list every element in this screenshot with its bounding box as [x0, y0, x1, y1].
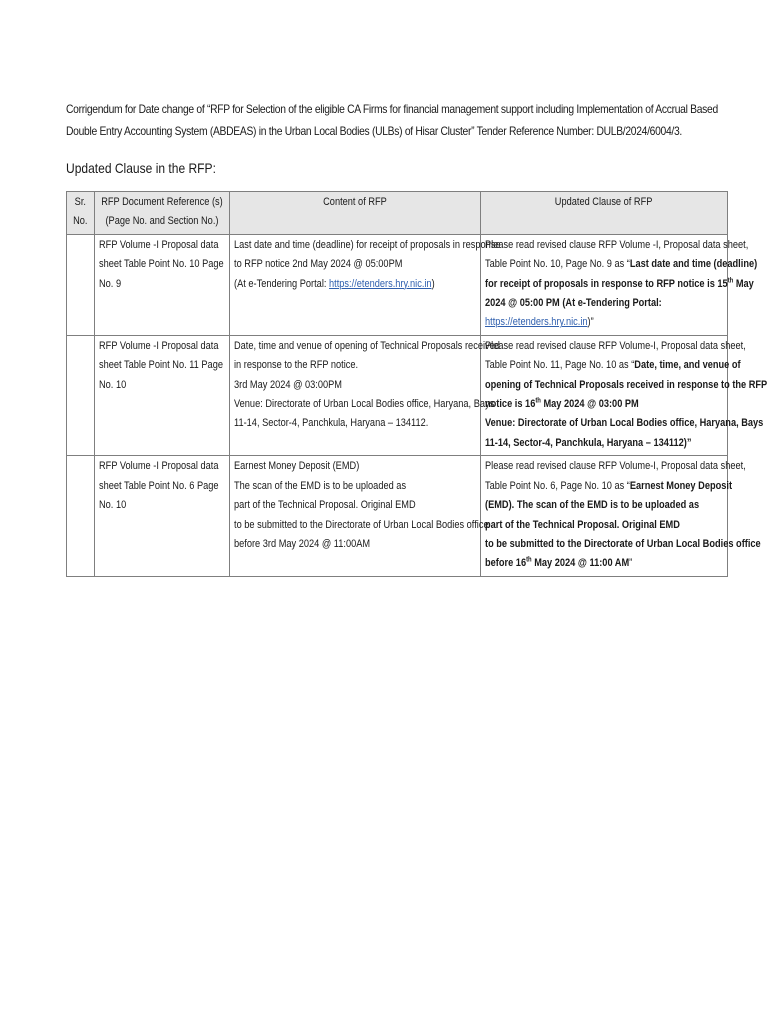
- ordinal-suffix: th: [526, 556, 532, 564]
- content-line: before 3rd May 2024 @ 11:00AM: [234, 537, 371, 550]
- updated-line: [485, 554, 723, 573]
- table-row: [67, 335, 728, 455]
- updated-line: [485, 255, 758, 274]
- updated-line: [485, 313, 723, 332]
- ref-line: sheet Table Point No. 11 Page: [99, 359, 223, 372]
- sr-no-cell: [67, 456, 95, 576]
- table-row: [67, 234, 728, 335]
- content-line: 3rd May 2024 @ 03:00PM: [234, 378, 343, 391]
- updated-clause-cell: [481, 456, 761, 576]
- header-document-reference: [95, 192, 230, 235]
- ref-line: sheet Table Point No. 10 Page: [99, 258, 224, 271]
- updated-line: 2024 @ 05:00 PM (At e-Tendering Portal:: [485, 297, 662, 310]
- document-reference-cell: [95, 234, 230, 335]
- header-updated-clause: [481, 192, 728, 235]
- updated-clause-subheading: Updated Clause in the RFP:: [66, 160, 216, 176]
- heading-line-1: Corrigendum for Date change of “RFP for Selection of the eligible CA Firms for financial management support including Implementation of Accrual Based: [66, 102, 718, 116]
- updated-bold-text: before 16: [485, 557, 527, 570]
- updated-clause-cell: [481, 234, 758, 335]
- ref-line: sheet Table Point No. 6 Page: [99, 479, 219, 492]
- content-cell: [230, 335, 500, 455]
- updated-line: Venue: Directorate of Urban Local Bodies office, Haryana, Bays: [485, 417, 764, 430]
- document-reference-cell: [95, 335, 230, 455]
- header-content-label: Content of RFP: [323, 196, 387, 208]
- content-line: Date, time and venue of opening of Technical Proposals received: [234, 339, 500, 352]
- ref-line: RFP Volume -I Proposal data: [99, 339, 219, 352]
- updated-line: 11-14, Sector-4, Panchkula, Haryana – 134112)”: [485, 436, 692, 449]
- ref-line: No. 9: [99, 277, 122, 290]
- etenders-link[interactable]: https://etenders.hry.nic.in: [329, 277, 432, 290]
- content-line: part of the Technical Proposal. Original EMD: [234, 499, 416, 512]
- updated-line: part of the Technical Proposal. Original EMD: [485, 518, 680, 531]
- header-content-of-rfp: [230, 192, 481, 235]
- portal-suffix: ): [431, 277, 435, 290]
- rfp-clause-table: [66, 191, 768, 577]
- ref-line: RFP Volume -I Proposal data: [99, 238, 219, 251]
- table-row: [67, 456, 728, 576]
- content-line: The scan of the EMD is to be uploaded as: [234, 479, 407, 492]
- updated-line: Please read revised clause RFP Volume -I, Proposal data sheet,: [485, 238, 749, 251]
- updated-clause-cell: [481, 335, 768, 455]
- updated-line: [485, 395, 723, 414]
- etenders-link[interactable]: https://etenders.hry.nic.in: [485, 316, 588, 329]
- content-line: Last date and time (deadline) for receipt of proposals in response: [234, 238, 501, 251]
- ordinal-suffix: th: [727, 276, 734, 284]
- updated-line: Please read revised clause RFP Volume-I, Proposal data sheet,: [485, 339, 746, 352]
- header-sr-line-2: No.: [73, 215, 88, 228]
- sr-no-cell: [67, 335, 95, 455]
- content-portal-line: [234, 275, 476, 294]
- content-line: Earnest Money Deposit (EMD): [234, 460, 360, 473]
- corrigendum-heading: [66, 98, 716, 142]
- updated-bold-text: for receipt of proposals in response to RFP notice is 15: [485, 277, 728, 290]
- content-line: to be submitted to the Directorate of Urban Local Bodies office: [234, 518, 489, 531]
- content-line: to RFP notice 2nd May 2024 @ 05:00PM: [234, 258, 403, 271]
- updated-line: to be submitted to the Directorate of Urban Local Bodies office: [485, 537, 761, 550]
- heading-line-2: Double Entry Accounting System (ABDEAS) in the Urban Local Bodies (ULBs) of Hisar Cluster” Tender Reference Number: DULB/2024/6004/3.: [66, 124, 682, 138]
- updated-text: Table Point No. 10, Page No. 9 as “: [485, 258, 630, 271]
- updated-text: ”: [629, 557, 633, 570]
- updated-line: [485, 477, 733, 496]
- header-ref-line-2: (Page No. and Section No.): [105, 215, 219, 228]
- ref-line: No. 10: [99, 499, 127, 512]
- updated-bold-text: Last date and time (deadline): [629, 258, 758, 271]
- updated-line: (EMD). The scan of the EMD is to be uploaded as: [485, 499, 700, 512]
- document-reference-cell: [95, 456, 230, 576]
- header-sr-line-1: Sr.: [74, 196, 87, 208]
- table-header-row: [67, 192, 728, 235]
- updated-text: Table Point No. 6, Page No. 10 as “: [485, 479, 630, 492]
- updated-line: [485, 275, 754, 294]
- updated-bold-text: May: [733, 277, 754, 290]
- updated-line: opening of Technical Proposals received in response to the RFP: [485, 378, 768, 391]
- updated-bold-text: Earnest Money Deposit: [629, 479, 733, 492]
- sr-no-cell: [67, 234, 95, 335]
- content-cell: [230, 234, 501, 335]
- updated-bold-text: notice is 16: [485, 398, 536, 411]
- content-line: in response to the RFP notice.: [234, 359, 359, 372]
- header-ref-line-1: RFP Document Reference (s): [101, 196, 223, 208]
- ref-line: RFP Volume -I Proposal data: [99, 460, 219, 473]
- updated-bold-text: May 2024 @ 11:00 AM: [531, 557, 630, 570]
- updated-text: )”: [587, 316, 594, 329]
- ref-line: No. 10: [99, 378, 127, 391]
- updated-bold-text: Date, time, and venue of: [634, 359, 741, 372]
- ordinal-suffix: th: [535, 397, 541, 405]
- portal-prefix: (At e-Tendering Portal:: [234, 277, 330, 290]
- content-line: 11-14, Sector-4, Panchkula, Haryana – 134112.: [234, 417, 429, 430]
- header-updated-label: Updated Clause of RFP: [555, 196, 653, 208]
- header-sr-no: [67, 192, 95, 235]
- updated-bold-text: May 2024 @ 03:00 PM: [540, 398, 639, 411]
- content-cell: [230, 456, 489, 576]
- updated-line: Please read revised clause RFP Volume-I, Proposal data sheet,: [485, 460, 746, 473]
- content-line: Venue: Directorate of Urban Local Bodies office, Haryana, Bays: [234, 398, 495, 411]
- updated-line: [485, 356, 741, 375]
- updated-text: Table Point No. 11, Page No. 10 as “: [485, 359, 635, 372]
